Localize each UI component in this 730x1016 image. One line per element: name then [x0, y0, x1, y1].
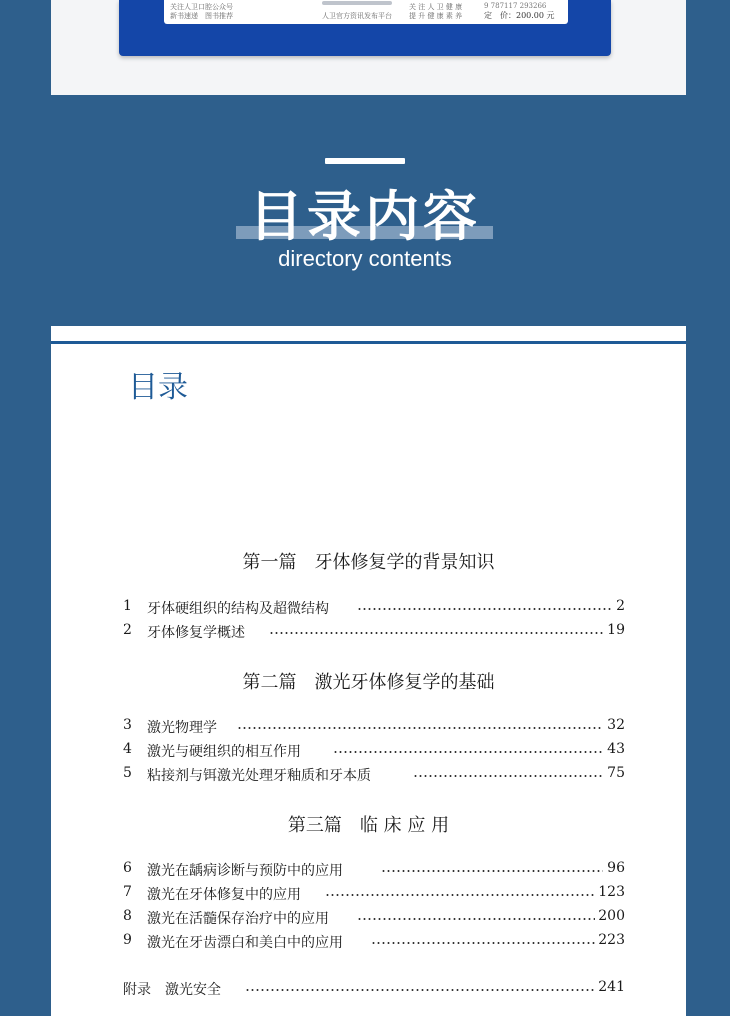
leader-dots [245, 989, 595, 991]
part-title-3: 第三篇 临 床 应 用 [287, 815, 450, 836]
toc-entry-title: 激光在牙齿漂白和美白中的应用 [147, 935, 343, 951]
leader-dots [333, 751, 603, 753]
toc-entry-page: 2 [616, 598, 625, 614]
section-title-block [0, 150, 730, 280]
toc-entry-title: 附录 激光安全 [123, 982, 221, 998]
blurred-text [322, 1, 392, 5]
toc-entry-page: 32 [607, 717, 625, 733]
toc-entry-title: 激光与硬组织的相互作用 [147, 744, 301, 760]
toc-entry-title: 激光物理学 [147, 720, 217, 736]
toc-entry-number: 2 [123, 622, 132, 638]
toc-entry[interactable] [123, 598, 625, 618]
toc-entry-page: 123 [598, 884, 625, 900]
leader-dots [237, 727, 603, 729]
toc-entry[interactable] [123, 717, 625, 737]
page-top-rule [51, 341, 686, 344]
toc-entry-title: 牙体硬组织的结构及超微结构 [147, 601, 329, 617]
price-label: 定 价：200.00 元 [484, 11, 555, 20]
toc-entry-page: 75 [607, 765, 625, 781]
toc-entry-number: 5 [123, 765, 132, 781]
leader-dots [381, 870, 603, 872]
toc-entry-title: 激光在活髓保存治疗中的应用 [147, 911, 329, 927]
section-title-en: directory contents [278, 246, 452, 271]
toc-heading: 目录 [128, 370, 188, 405]
section-title-cn: 目录内容 [249, 185, 481, 248]
leader-dots [413, 775, 603, 777]
toc-entry-page: 200 [598, 908, 625, 924]
toc-entry-number: 8 [123, 908, 132, 924]
toc-entry[interactable] [123, 765, 625, 785]
leader-dots [371, 942, 595, 944]
qr-caption-3: 关 注 人 卫 健 康 提 升 健 康 素 养 [409, 3, 463, 20]
book-cover-panel [51, 0, 686, 95]
toc-entry-number: 6 [123, 860, 132, 876]
qr-caption-2: 人卫官方资讯发布平台 [322, 12, 392, 20]
book-back-cover [119, 0, 611, 56]
title-accent-bar [325, 158, 405, 164]
leader-dots [269, 632, 603, 634]
toc-entry-number: 1 [123, 598, 132, 614]
leader-dots [357, 918, 595, 920]
toc-entry[interactable] [123, 622, 625, 642]
toc-entry-title: 粘接剂与铒激光处理牙釉质和牙本质 [147, 768, 371, 784]
toc-entry[interactable] [123, 741, 625, 761]
isbn-number: 9 787117 293266 [484, 2, 547, 10]
toc-appendix-entry[interactable] [123, 979, 625, 999]
qr-caption-1: 关注人卫口腔公众号 新书速递 图书推荐 [170, 3, 233, 20]
toc-entry-page: 96 [607, 860, 625, 876]
toc-entry-number: 9 [123, 932, 132, 948]
toc-entry-title: 牙体修复学概述 [147, 625, 245, 641]
toc-entry-number: 7 [123, 884, 132, 900]
toc-entry-number: 4 [123, 741, 132, 757]
leader-dots [357, 608, 611, 610]
toc-entry[interactable] [123, 884, 625, 904]
toc-page [51, 326, 686, 1016]
toc-entry-page: 19 [607, 622, 625, 638]
toc-entry-title: 激光在龋病诊断与预防中的应用 [147, 863, 343, 879]
part-title-2: 第二篇 激光牙体修复学的基础 [242, 672, 495, 693]
book-info-strip [164, 0, 568, 24]
toc-entry-number: 3 [123, 717, 132, 733]
toc-entry-page: 43 [607, 741, 625, 757]
part-title-1: 第一篇 牙体修复学的背景知识 [242, 552, 495, 573]
toc-entry[interactable] [123, 860, 625, 880]
toc-entry-page: 241 [598, 979, 625, 995]
toc-entry[interactable] [123, 908, 625, 928]
leader-dots [325, 894, 595, 896]
toc-entry-page: 223 [598, 932, 625, 948]
toc-entry[interactable] [123, 932, 625, 952]
toc-entry-title: 激光在牙体修复中的应用 [147, 887, 301, 903]
isbn-block [484, 1, 555, 21]
